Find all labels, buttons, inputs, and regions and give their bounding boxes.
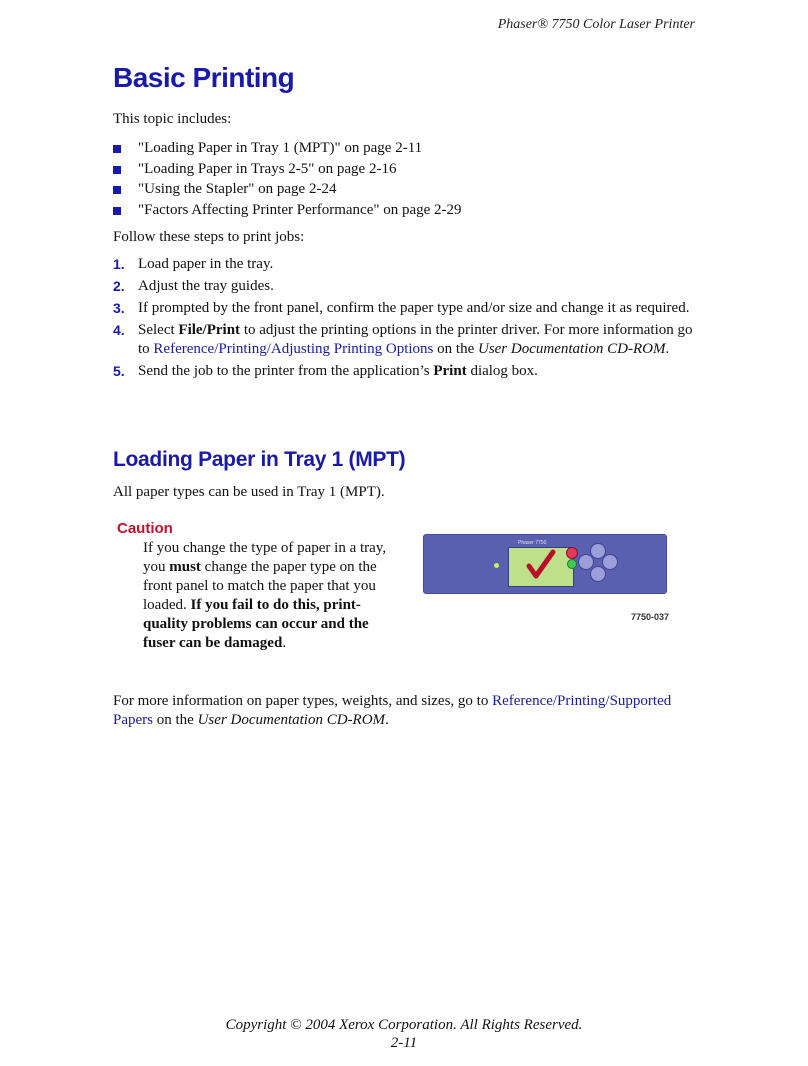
square-bullet-icon (113, 186, 121, 194)
print-steps (113, 255, 693, 384)
list-item[interactable]: "Using the Stapler" on page 2-24 (113, 180, 693, 201)
step-text: Load paper in the tray. (138, 256, 274, 272)
doc-title: User Documentation CD-ROM (477, 341, 666, 357)
section-heading: Loading Paper in Tray 1 (MPT) (113, 448, 406, 471)
copyright: Copyright © 2004 Xerox Corporation. All Rights Reserved. (225, 1017, 583, 1033)
step-text: Select File/Print to adjust the printing options in the printer driver. For more information go to Reference/Printing/Adjusting Printing Options on the User Documentation CD-ROM. (138, 322, 693, 357)
page-footer (0, 1016, 808, 1052)
list-item[interactable]: "Loading Paper in Tray 1 (MPT)" on page 2-11 (113, 139, 693, 160)
square-bullet-icon (113, 207, 121, 215)
square-bullet-icon (113, 145, 121, 153)
cancel-button-icon (566, 547, 578, 559)
step-item (113, 277, 693, 296)
step-item (113, 255, 693, 274)
cross-reference-link[interactable]: Reference/Printing/Supported Papers (113, 693, 672, 728)
step-item (113, 299, 693, 318)
step-number: 1. (113, 256, 125, 272)
page-title: Basic Printing (113, 62, 295, 93)
running-header: Phaser® 7750 Color Laser Printer (497, 17, 695, 32)
step-text: Adjust the tray guides. (138, 278, 274, 294)
doc-title: User Documentation CD-ROM (197, 712, 386, 728)
menu-path: File/Print (178, 322, 241, 338)
step-item (113, 362, 693, 381)
checkmark-display-icon (508, 547, 574, 587)
more-info: For more information on paper types, weights, and sizes, go to Reference/Printing/Supported Papers on the User Documentation CD-ROM. (113, 693, 672, 728)
tray-intro: All paper types can be used in Tray 1 (MPT). (113, 484, 385, 500)
list-item[interactable]: "Loading Paper in Trays 2-5" on page 2-16 (113, 160, 693, 181)
step-number: 3. (113, 300, 125, 316)
front-panel-figure (423, 534, 667, 594)
panel-brand-label: Phaser 7750 (518, 540, 547, 546)
step-number: 5. (113, 363, 125, 379)
dialog-name: Print (433, 363, 467, 379)
topic-list (113, 139, 693, 222)
step-text: If prompted by the front panel, confirm the paper type and/or size and change it as required. (138, 300, 690, 316)
step-number: 2. (113, 278, 125, 294)
info-button-icon (567, 559, 577, 569)
page-number: 2-11 (390, 1035, 418, 1051)
figure-caption: 7750-037 (631, 612, 670, 622)
steps-intro: Follow these steps to print jobs: (113, 229, 305, 245)
topic-intro: This topic includes: (113, 111, 232, 127)
caution-text: If you change the type of paper in a tray, you must change the paper type on the front panel to match the paper that you loaded. If you fail to do this, print-quality problems can occur and the fuser can be damaged. (143, 540, 387, 651)
step-number: 4. (113, 322, 125, 338)
status-led-icon (494, 563, 499, 568)
ok-button-icon (602, 554, 618, 570)
step-item (113, 321, 693, 359)
caution-label: Caution (117, 520, 173, 537)
down-arrow-button-icon (590, 566, 606, 582)
list-item[interactable]: "Factors Affecting Printer Performance" on page 2-29 (113, 201, 693, 222)
cross-reference-link[interactable]: Reference/Printing/Adjusting Printing Options (153, 341, 434, 357)
square-bullet-icon (113, 166, 121, 174)
step-text: Send the job to the printer from the application’s Print dialog box. (138, 363, 538, 379)
